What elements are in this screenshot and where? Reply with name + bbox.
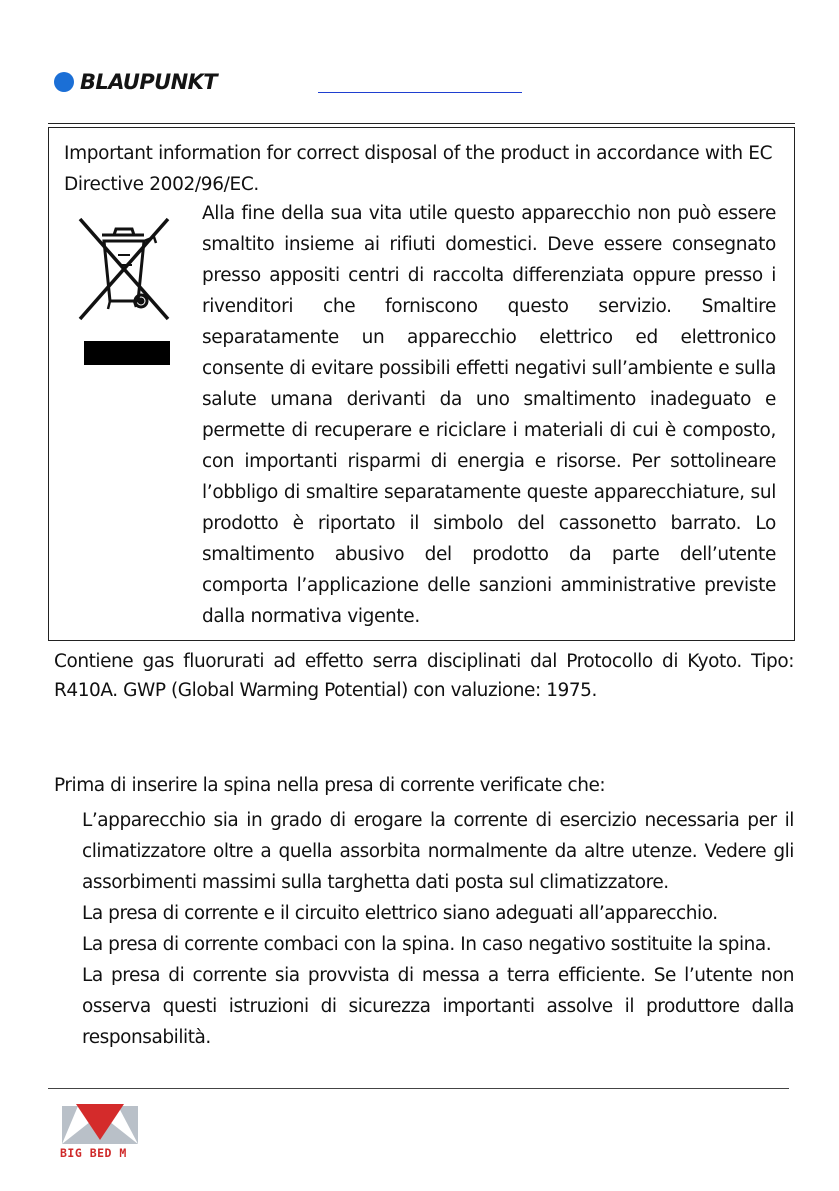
brand-name: BLAUPUNKT	[80, 70, 217, 94]
fluorinated-gas-note: Contiene gas fluorurati ad effetto serra disciplinati dal Protocollo di Kyoto. Tipo: R410A. GWP (Global Warming Potential) con valuzione: 1975.	[54, 651, 794, 701]
list-item: La presa di corrente e il circuito elettrico siano adeguati all’apparecchio.	[82, 903, 718, 924]
brand-dot-icon	[54, 72, 74, 92]
list-item: L’apparecchio sia in grado di erogare la corrente di esercizio necessaria per il climatizzatore oltre a quella assorbita normalmente da altre utenze. Vedere gli assorbimenti massimi sulla targhetta dati posta sul climatizzatore.	[82, 810, 794, 893]
power-check-intro: Prima di inserire la spina nella presa di corrente verificate che:	[54, 775, 606, 796]
list-item: La presa di corrente sia provvista di messa a terra efficiente. Se l’utente non osserva questi istruzioni di sicurezza importanti assolve il produttore dalla responsabilità.	[82, 965, 794, 1048]
disposal-body: Alla fine della sua vita utile questo apparecchio non può essere smaltito insieme ai rifiuti domestici. Deve essere consegnato presso appositi centri di raccolta differenziata oppure presso i rivenditori che forniscono questo servizio. Smaltire separatamente un apparecchio elettrico ed elettronico consente di evitare possibili effetti negativi sull’ambiente e sulla salute umana derivanti da uno smaltimento inadeguato e permette di recuperare e riciclare i materiali di cui è composto, con importanti risparmi di energia e risorse. Per sottolineare l’obbligo di smaltire separatamente queste apparecchiature, sul prodotto è riportato il simbolo del cassonetto barrato. Lo smaltimento abusivo del prodotto da parte dell’utente comporta l’applicazione delle sanzioni amministrative previste dalla normativa vigente.	[202, 203, 776, 627]
header-underline	[318, 92, 522, 93]
power-check-list	[82, 805, 794, 1053]
top-divider	[48, 123, 795, 124]
crossed-out-wheelie-bin-icon	[74, 213, 174, 367]
list-item: La presa di corrente combaci con la spina. In caso negativo sostituite la spina.	[82, 934, 772, 955]
bottom-divider	[48, 1088, 789, 1089]
blaupunkt-logo	[54, 70, 217, 94]
footer-brand-text: BIG BED M	[60, 1146, 127, 1160]
disposal-heading: Important information for correct disposal of the product in accordance with EC Directive 2002/96/EC.	[64, 143, 773, 195]
